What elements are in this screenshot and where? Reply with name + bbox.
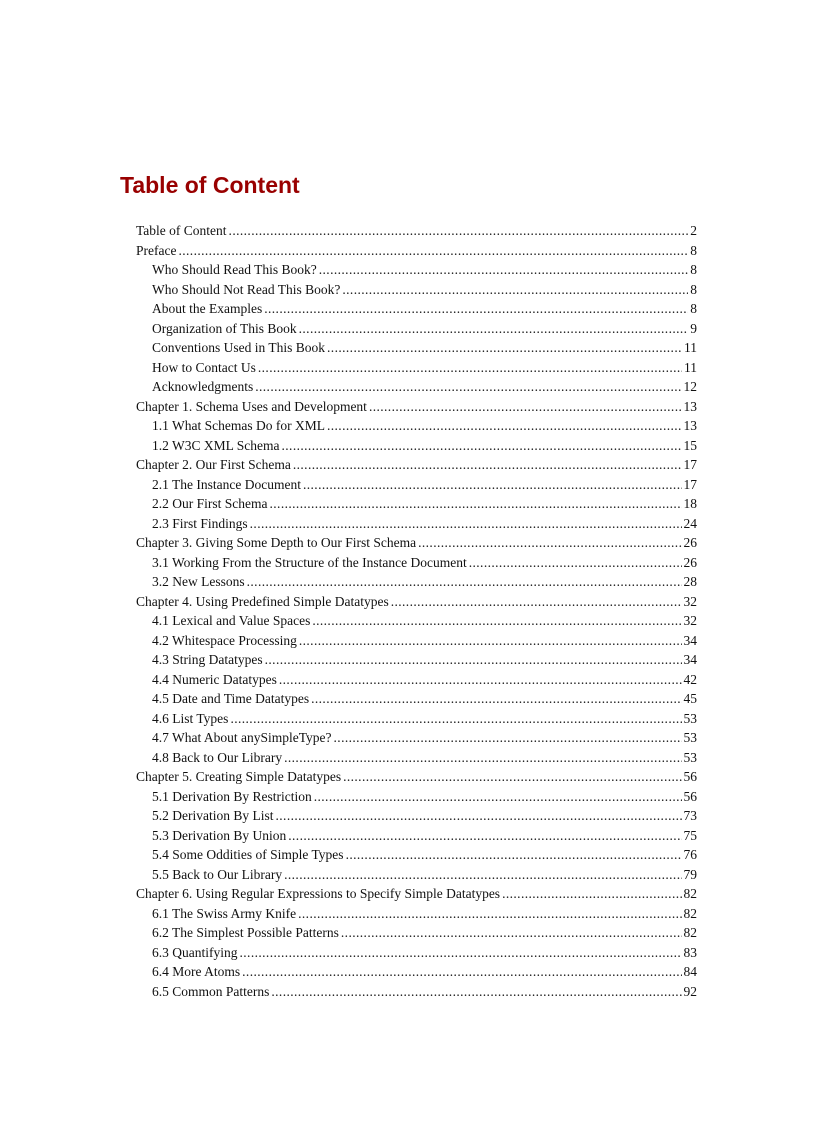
toc-entry-section[interactable] [136,299,697,319]
toc-entry-chapter[interactable] [136,767,697,787]
toc-entry-label: 1.1 What Schemas Do for XML [152,418,325,433]
toc-entry-label: 4.5 Date and Time Datatypes [152,691,310,706]
toc-entry-page-number: 73 [683,808,697,823]
dot-leader [230,709,681,729]
toc-entry-page-number: 13 [683,398,697,414]
toc-entry-label: 2.1 The Instance Document [152,476,301,492]
toc-entry-page-number: 56 [683,788,697,804]
toc-entry-page-number: 11 [684,359,697,375]
toc-entry-page-number: 45 [683,691,697,706]
dot-leader [469,553,682,573]
toc-entry-section[interactable] [136,377,697,397]
toc-entry-label: 1.2 W3C XML Schema [152,437,280,453]
toc-entry-page-number: 13 [683,418,697,433]
toc-entry-page-number: 17 [683,476,697,492]
toc-entry-section[interactable] [136,787,697,807]
toc-entry-label: 6.2 The Simplest Possible Patterns [152,925,339,940]
dot-leader [284,865,681,885]
dot-leader [334,728,682,748]
toc-entry-page-number: 42 [683,671,697,687]
dot-leader [265,650,682,670]
toc-entry-section[interactable] [136,358,697,378]
toc-entry-page-number: 82 [683,925,697,940]
toc-entry-section[interactable] [136,436,697,456]
dot-leader [303,475,682,495]
toc-entry-section[interactable] [136,943,697,963]
dot-leader [298,904,681,924]
toc-entry-page-number: 83 [683,944,697,960]
toc-entry-section[interactable] [136,806,697,826]
dot-leader [391,592,682,612]
toc-entry-page-number: 28 [683,574,697,589]
toc-entry-page-number: 2 [690,223,697,238]
dot-leader [255,377,681,397]
toc-entry-page-number: 34 [683,652,697,667]
toc-entry-label: About the Examples [152,301,263,316]
toc-entry-label: 3.2 New Lessons [152,574,245,589]
toc-entry-section[interactable] [136,416,697,436]
dot-leader [312,611,681,631]
toc-entry-section[interactable] [136,494,697,514]
toc-entry-label: 2.3 First Findings [152,515,248,531]
toc-entry-page-number: 32 [683,613,697,628]
toc-entry-label: 6.5 Common Patterns [152,983,270,999]
toc-entry-section[interactable] [136,631,697,651]
toc-entry-page-number: 8 [690,262,697,277]
toc-entry-chapter[interactable] [136,241,697,261]
toc-entry-page-number: 53 [683,730,697,745]
dot-leader [341,923,682,943]
toc-list [136,221,697,1001]
toc-entry-page-number: 34 [683,632,697,648]
toc-entry-page-number: 75 [683,827,697,843]
dot-leader [369,397,682,417]
toc-entry-label: 6.3 Quantifying [152,944,238,960]
toc-entry-chapter[interactable] [136,221,697,241]
toc-entry-label: Chapter 5. Creating Simple Datatypes [136,769,342,784]
dot-leader [311,689,681,709]
toc-entry-page-number: 26 [683,535,697,550]
toc-entry-page-number: 15 [683,437,697,453]
dot-leader [270,494,682,514]
toc-entry-label: 3.1 Working From the Structure of the Instance Document [152,554,467,570]
toc-entry-section[interactable] [136,475,697,495]
toc-entry-page-number: 82 [683,905,697,921]
toc-entry-label: 4.3 String Datatypes [152,652,263,667]
toc-entry-section[interactable] [136,826,697,846]
toc-entry-label: 5.2 Derivation By List [152,808,274,823]
toc-entry-label: 4.8 Back to Our Library [152,749,283,765]
toc-entry-chapter[interactable] [136,533,697,553]
dot-leader [327,416,682,436]
dot-leader [293,455,682,475]
toc-entry-chapter[interactable] [136,884,697,904]
toc-entry-section[interactable] [136,904,697,924]
dot-leader [299,631,682,651]
toc-entry-label: Chapter 6. Using Regular Expressions to Specify Simple Datatypes [136,886,501,901]
toc-entry-page-number: 82 [683,886,697,901]
dot-leader [502,884,681,904]
dot-leader [346,845,682,865]
dot-leader [258,358,682,378]
toc-entry-section[interactable] [136,319,697,339]
toc-entry-page-number: 84 [683,964,697,979]
dot-leader [271,982,681,1002]
toc-entry-label: Chapter 4. Using Predefined Simple Datatypes [136,593,389,609]
toc-entry-chapter[interactable] [136,397,697,417]
dot-leader [282,436,682,456]
toc-entry-page-number: 79 [683,866,697,882]
dot-leader [342,280,688,300]
toc-entry-label: Conventions Used in This Book [152,340,326,355]
toc-entry-chapter[interactable] [136,592,697,612]
toc-entry-label: 5.5 Back to Our Library [152,866,283,882]
toc-entry-chapter[interactable] [136,455,697,475]
toc-entry-page-number: 53 [683,710,697,726]
toc-entry-page-number: 8 [690,242,697,258]
dot-leader [327,338,682,358]
toc-entry-page-number: 53 [683,749,697,765]
dot-leader [240,943,682,963]
toc-entry-label: 5.1 Derivation By Restriction [152,788,312,804]
toc-entry-label: 4.4 Numeric Datatypes [152,671,277,687]
toc-entry-label: Preface [136,242,177,258]
dot-leader [178,241,688,261]
toc-entry-label: Acknowledgments [152,379,254,394]
dot-leader [284,748,681,768]
toc-entry-section[interactable] [136,280,697,300]
dot-leader [242,962,681,982]
toc-entry-page-number: 32 [683,593,697,609]
toc-entry-page-number: 56 [683,769,697,784]
toc-entry-label: Chapter 2. Our First Schema [136,457,291,472]
toc-entry-page-number: 8 [690,281,697,297]
toc-entry-label: 5.3 Derivation By Union [152,827,287,843]
toc-entry-label: Who Should Read This Book? [152,262,317,277]
dot-leader [276,806,682,826]
dot-leader [250,514,682,534]
toc-entry-page-number: 11 [684,340,697,355]
toc-entry-section[interactable] [136,748,697,768]
dot-leader [418,533,681,553]
dot-leader [343,767,681,787]
toc-entry-page-number: 26 [683,554,697,570]
toc-entry-label: 4.6 List Types [152,710,229,726]
toc-entry-label: 4.2 Whitespace Processing [152,632,297,648]
toc-entry-page-number: 18 [683,496,697,511]
toc-entry-label: Chapter 3. Giving Some Depth to Our First Schema [136,535,417,550]
dot-leader [288,826,681,846]
toc-entry-page-number: 76 [683,847,697,862]
toc-entry-page-number: 24 [683,515,697,531]
toc-entry-label: 2.2 Our First Schema [152,496,268,511]
toc-entry-section[interactable] [136,962,697,982]
toc-entry-section[interactable] [136,982,697,1002]
dot-leader [264,299,688,319]
dot-leader [314,787,682,807]
toc-entry-section[interactable] [136,338,697,358]
toc-entry-label: Chapter 1. Schema Uses and Development [136,398,367,414]
toc-entry-section[interactable] [136,845,697,865]
toc-entry-page-number: 12 [683,379,697,394]
toc-entry-label: 6.1 The Swiss Army Knife [152,905,297,921]
toc-entry-section[interactable] [136,670,697,690]
dot-leader [319,260,689,280]
toc-entry-label: Organization of This Book [152,320,297,336]
toc-entry-section[interactable] [136,865,697,885]
toc-entry-label: 6.4 More Atoms [152,964,241,979]
toc-entry-section[interactable] [136,611,697,631]
toc-entry-section[interactable] [136,553,697,573]
toc-entry-page-number: 8 [690,301,697,316]
toc-entry-section[interactable] [136,650,697,670]
dot-leader [299,319,689,339]
toc-entry-section[interactable] [136,689,697,709]
toc-entry-section[interactable] [136,923,697,943]
toc-entry-section[interactable] [136,260,697,280]
dot-leader [279,670,682,690]
toc-entry-section[interactable] [136,572,697,592]
toc-entry-section[interactable] [136,728,697,748]
toc-entry-page-number: 17 [683,457,697,472]
dot-leader [247,572,682,592]
toc-entry-page-number: 9 [690,320,697,336]
toc-entry-section[interactable] [136,514,697,534]
toc-entry-label: 4.1 Lexical and Value Spaces [152,613,311,628]
toc-entry-label: Table of Content [136,223,227,238]
toc-entry-label: Who Should Not Read This Book? [152,281,341,297]
page-title: Table of Content [120,172,300,198]
toc-entry-section[interactable] [136,709,697,729]
toc-entry-label: 5.4 Some Oddities of Simple Types [152,847,344,862]
toc-entry-label: 4.7 What About anySimpleType? [152,730,332,745]
toc-entry-label: How to Contact Us [152,359,256,375]
toc-entry-page-number: 92 [683,983,697,999]
dot-leader [229,221,689,241]
